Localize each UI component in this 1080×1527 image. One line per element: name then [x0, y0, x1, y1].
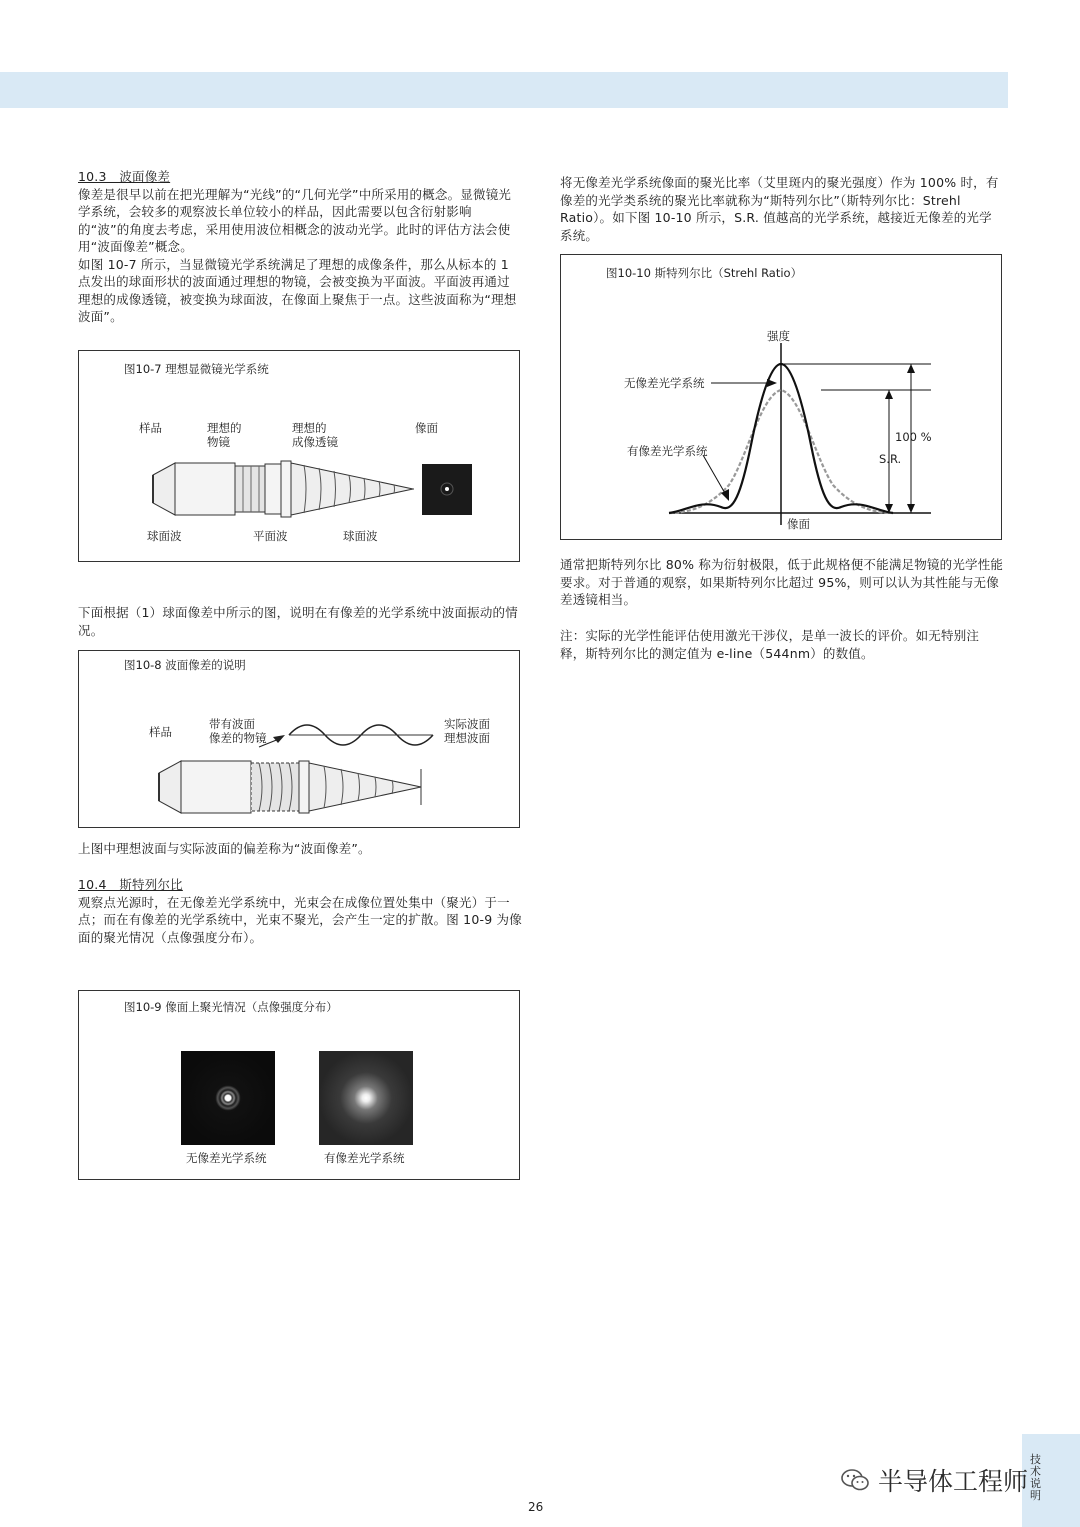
label-spherical-wave: 球面波 — [343, 529, 378, 543]
figure-caption: 图10-8 波面像差的说明 — [124, 658, 246, 672]
label-objective: 理想的 物镜 — [207, 421, 242, 449]
point-spread-images — [79, 991, 521, 1181]
figure-caption: 图10-7 理想显微镜光学系统 — [124, 362, 269, 376]
right-paragraph-2 — [560, 556, 1004, 609]
paragraph: 观察点光源时，在无像差光学系统中，光束会在成像位置处集中（聚光）于一点；而在有像差的光学系统中，光束不聚光，会产生一定的扩散。图 10-9 为像面的聚光情况（点像强度分布）。 — [78, 894, 522, 945]
microscope-diagram — [79, 351, 521, 563]
paragraph: 通常把斯特列尔比 80% 称为衍射极限，低于此规格便不能满足物镜的光学性能要求。对于普通的观察，如果斯特列尔比超过 95%，则可以认为其性能与无像差透镜相当。 — [560, 557, 1004, 607]
figure-caption: 图10-10 斯特列尔比（Strehl Ratio） — [606, 266, 803, 280]
wechat-icon — [840, 1467, 870, 1493]
figure-10-9 — [78, 990, 520, 1180]
watermark-text: 半导体工程师 — [878, 1467, 1029, 1496]
watermark — [840, 1462, 1028, 1498]
paragraph-block — [78, 604, 522, 639]
label-plane-wave: 平面波 — [253, 529, 288, 543]
label-image-plane: 像面 — [787, 517, 810, 531]
paragraph: 下面根据（1）球面像差中所示的图，说明在有像差的光学系统中波面振动的情况。 — [78, 605, 518, 638]
label-100-percent: 100 % — [895, 430, 932, 444]
right-paragraph-1 — [560, 174, 1004, 244]
label-spherical-wave: 球面波 — [147, 529, 182, 543]
label-no-aberration: 无像差光学系统 — [624, 376, 705, 390]
paragraph: 将无像差光学系统像面的聚光比率（艾里斑内的聚光强度）作为 100% 时，有像差的光学类系统的聚光比率就称为“斯特列尔比”（斯特列尔比：Strehl Ratio）。如下图 10-10 所示，S.R. 值越高的光学系统，越接近无像差的光学系统。 — [560, 175, 999, 243]
label-aberrated-objective: 带有波面 像差的物镜 — [209, 717, 267, 745]
label-intensity: 强度 — [767, 329, 790, 343]
figure-caption: 图10-9 像面上聚光情况（点像强度分布） — [124, 1000, 338, 1014]
side-tab-label: 技术说明 — [1030, 1453, 1041, 1502]
section-title: 10.4 斯特列尔比 — [78, 877, 183, 892]
strehl-ratio-plot — [561, 255, 1003, 541]
figure-10-10 — [560, 254, 1002, 540]
page-number: 26 — [528, 1500, 544, 1514]
header-band — [0, 72, 1008, 108]
paragraph: 如图 10-7 所示，当显微镜光学系统满足了理想的成像条件，那么从标本的 1 点发出的球面形状的波面通过理想的物镜，会被变换为平面波。平面波再通过理想的成像透镜，被变换为球面波，在像面上聚焦于一点。这些波面称为“理想波面”。 — [78, 256, 517, 324]
label-with-aberration: 有像差光学系统 — [627, 444, 708, 458]
paragraph-block — [78, 840, 522, 858]
label-image-plane: 像面 — [415, 421, 438, 435]
section-title: 10.3 波面像差 — [78, 169, 171, 184]
label-with-aberration: 有像差光学系统 — [324, 1151, 405, 1165]
figure-10-7 — [78, 350, 520, 562]
label-ideal-wavefront: 理想波面 — [444, 731, 490, 745]
label-actual-wavefront: 实际波面 — [444, 717, 490, 731]
note — [560, 627, 1004, 662]
label-imaging-lens: 理想的 成像透镜 — [292, 421, 338, 449]
label-sample: 样品 — [149, 725, 172, 739]
paragraph: 像差是很早以前在把光理解为“光线”的“几何光学”中所采用的概念。显微镜光学系统，会较多的观察波长单位较小的样品，因此需要以包含衍射影响的“波”的角度去考虑，采用使用波位相概念的波动光学。此时的评估方法会使用“波面像差”概念。 — [78, 186, 512, 254]
section-10-3 — [78, 168, 522, 326]
section-10-4 — [78, 876, 522, 946]
figure-10-8 — [78, 650, 520, 828]
label-no-aberration: 无像差光学系统 — [186, 1151, 267, 1165]
label-sr: S.R. — [879, 452, 902, 466]
label-sample: 样品 — [139, 421, 162, 435]
wavefront-diagram — [79, 651, 521, 829]
paragraph: 上图中理想波面与实际波面的偏差称为“波面像差”。 — [78, 841, 371, 856]
note-text: 注：实际的光学性能评估使用激光干涉仪，是单一波长的评价。如无特别注释，斯特列尔比的测定值为 e-line（544nm）的数值。 — [560, 628, 980, 661]
